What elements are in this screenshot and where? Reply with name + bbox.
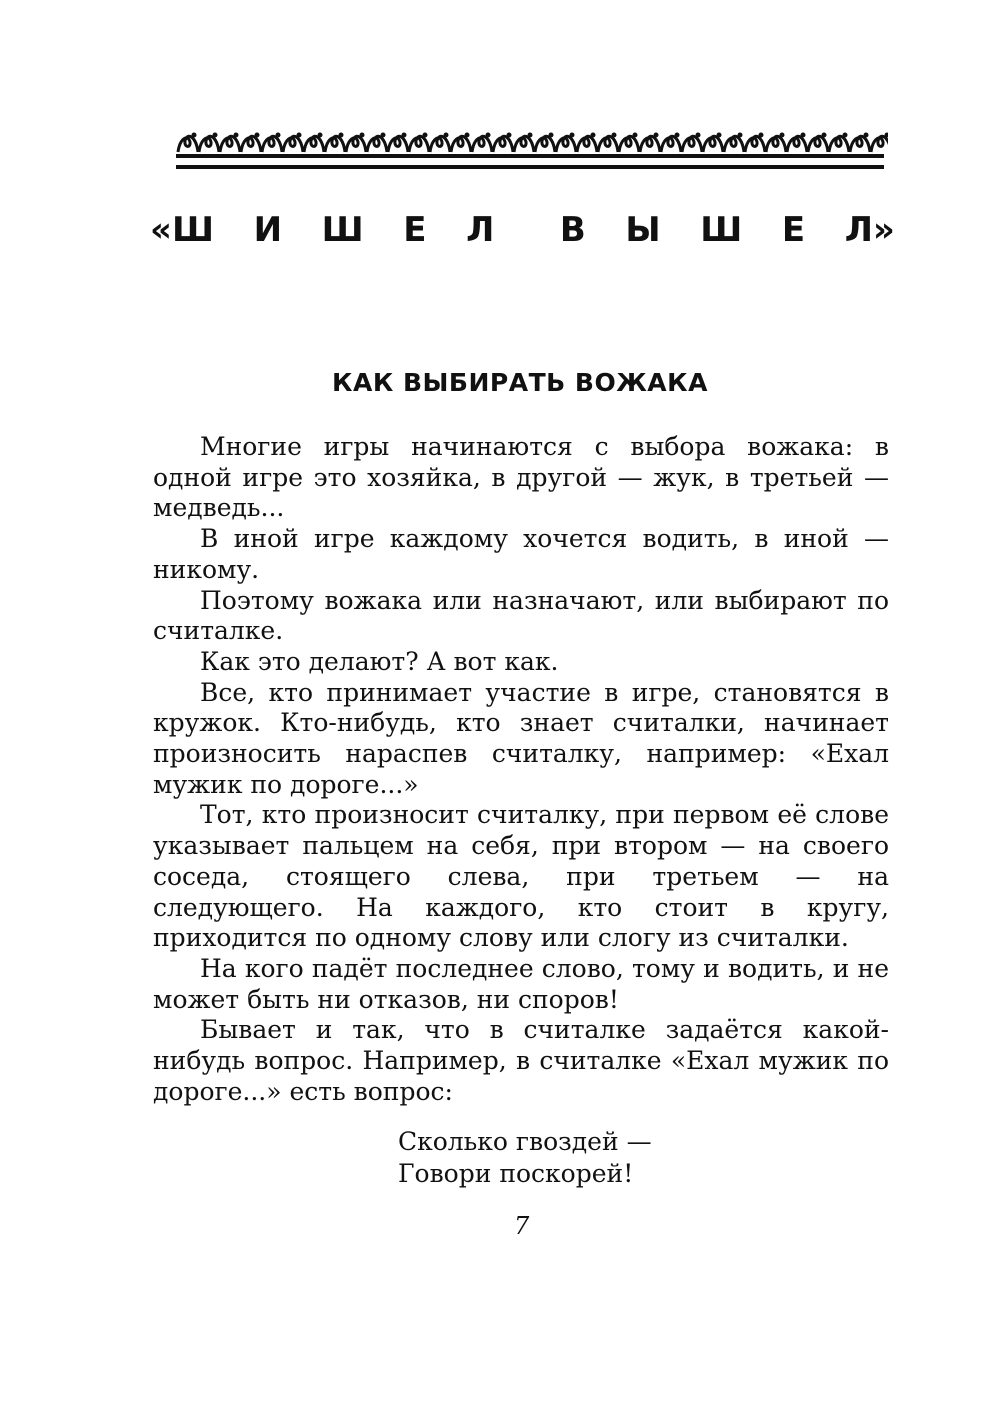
paragraph: Все, кто принимает участие в игре, становятся в кружок. Кто-нибудь, кто знает считалки, начинает произносить нараспев считалку, например: «Ехал мужик по дороге...» — [153, 677, 889, 799]
paragraph: На кого падёт последнее слово, тому и водить, и не может быть ни отказов, ни споров! — [153, 953, 889, 1014]
chapter-title-letter: В — [559, 210, 586, 250]
body-text — [153, 432, 889, 1107]
chapter-title-letter: Ш — [700, 210, 743, 250]
verse-line: Сколько гвоздей — — [398, 1127, 652, 1156]
chapter-title-letter: Л — [466, 210, 495, 250]
verse-line: Говори поскорей! — [398, 1159, 634, 1188]
chapter-title-letter: Е — [781, 210, 806, 250]
paragraph: В иной игре каждому хочется водить, в иной — никому. — [153, 524, 889, 584]
verse — [398, 1126, 652, 1190]
paragraph: Бывает и так, что в считалке задаётся какой-нибудь вопрос. Например, в считалке «Ехал мужик по дороге...» есть вопрос: — [153, 1015, 889, 1106]
ornamental-border-icon — [172, 126, 888, 174]
chapter-title-letter: И — [253, 210, 283, 250]
chapter-title-letter: Ш — [321, 210, 364, 250]
chapter-title — [150, 200, 895, 260]
chapter-title-letter: «Ш — [150, 210, 214, 250]
page-number: 7 — [514, 1212, 530, 1240]
paragraph: Поэтому вожака или назначают, или выбирают по считалке. — [153, 585, 889, 646]
chapter-title-letter: Л» — [844, 210, 895, 250]
section-heading: КАК ВЫБИРАТЬ ВОЖАКА — [332, 368, 708, 397]
chapter-title-letter: Е — [403, 210, 427, 250]
chapter-title-letter: Ы — [625, 210, 661, 250]
paragraph: Тот, кто произносит считалку, при первом её слове указывает пальцем на себя, при втором — на своего соседа, стоящего слева, при третьем — на следующего. На каждого, кто стоит в кругу, приходится по одному слову или слогу из считалки. — [153, 800, 889, 953]
paragraph: Как это делают? А вот как. — [200, 646, 559, 676]
paragraph: Многие игры начинаются с выбора вожака: в одной игре это хозяйка, в другой — жук, в третьей — медведь... — [153, 432, 889, 523]
